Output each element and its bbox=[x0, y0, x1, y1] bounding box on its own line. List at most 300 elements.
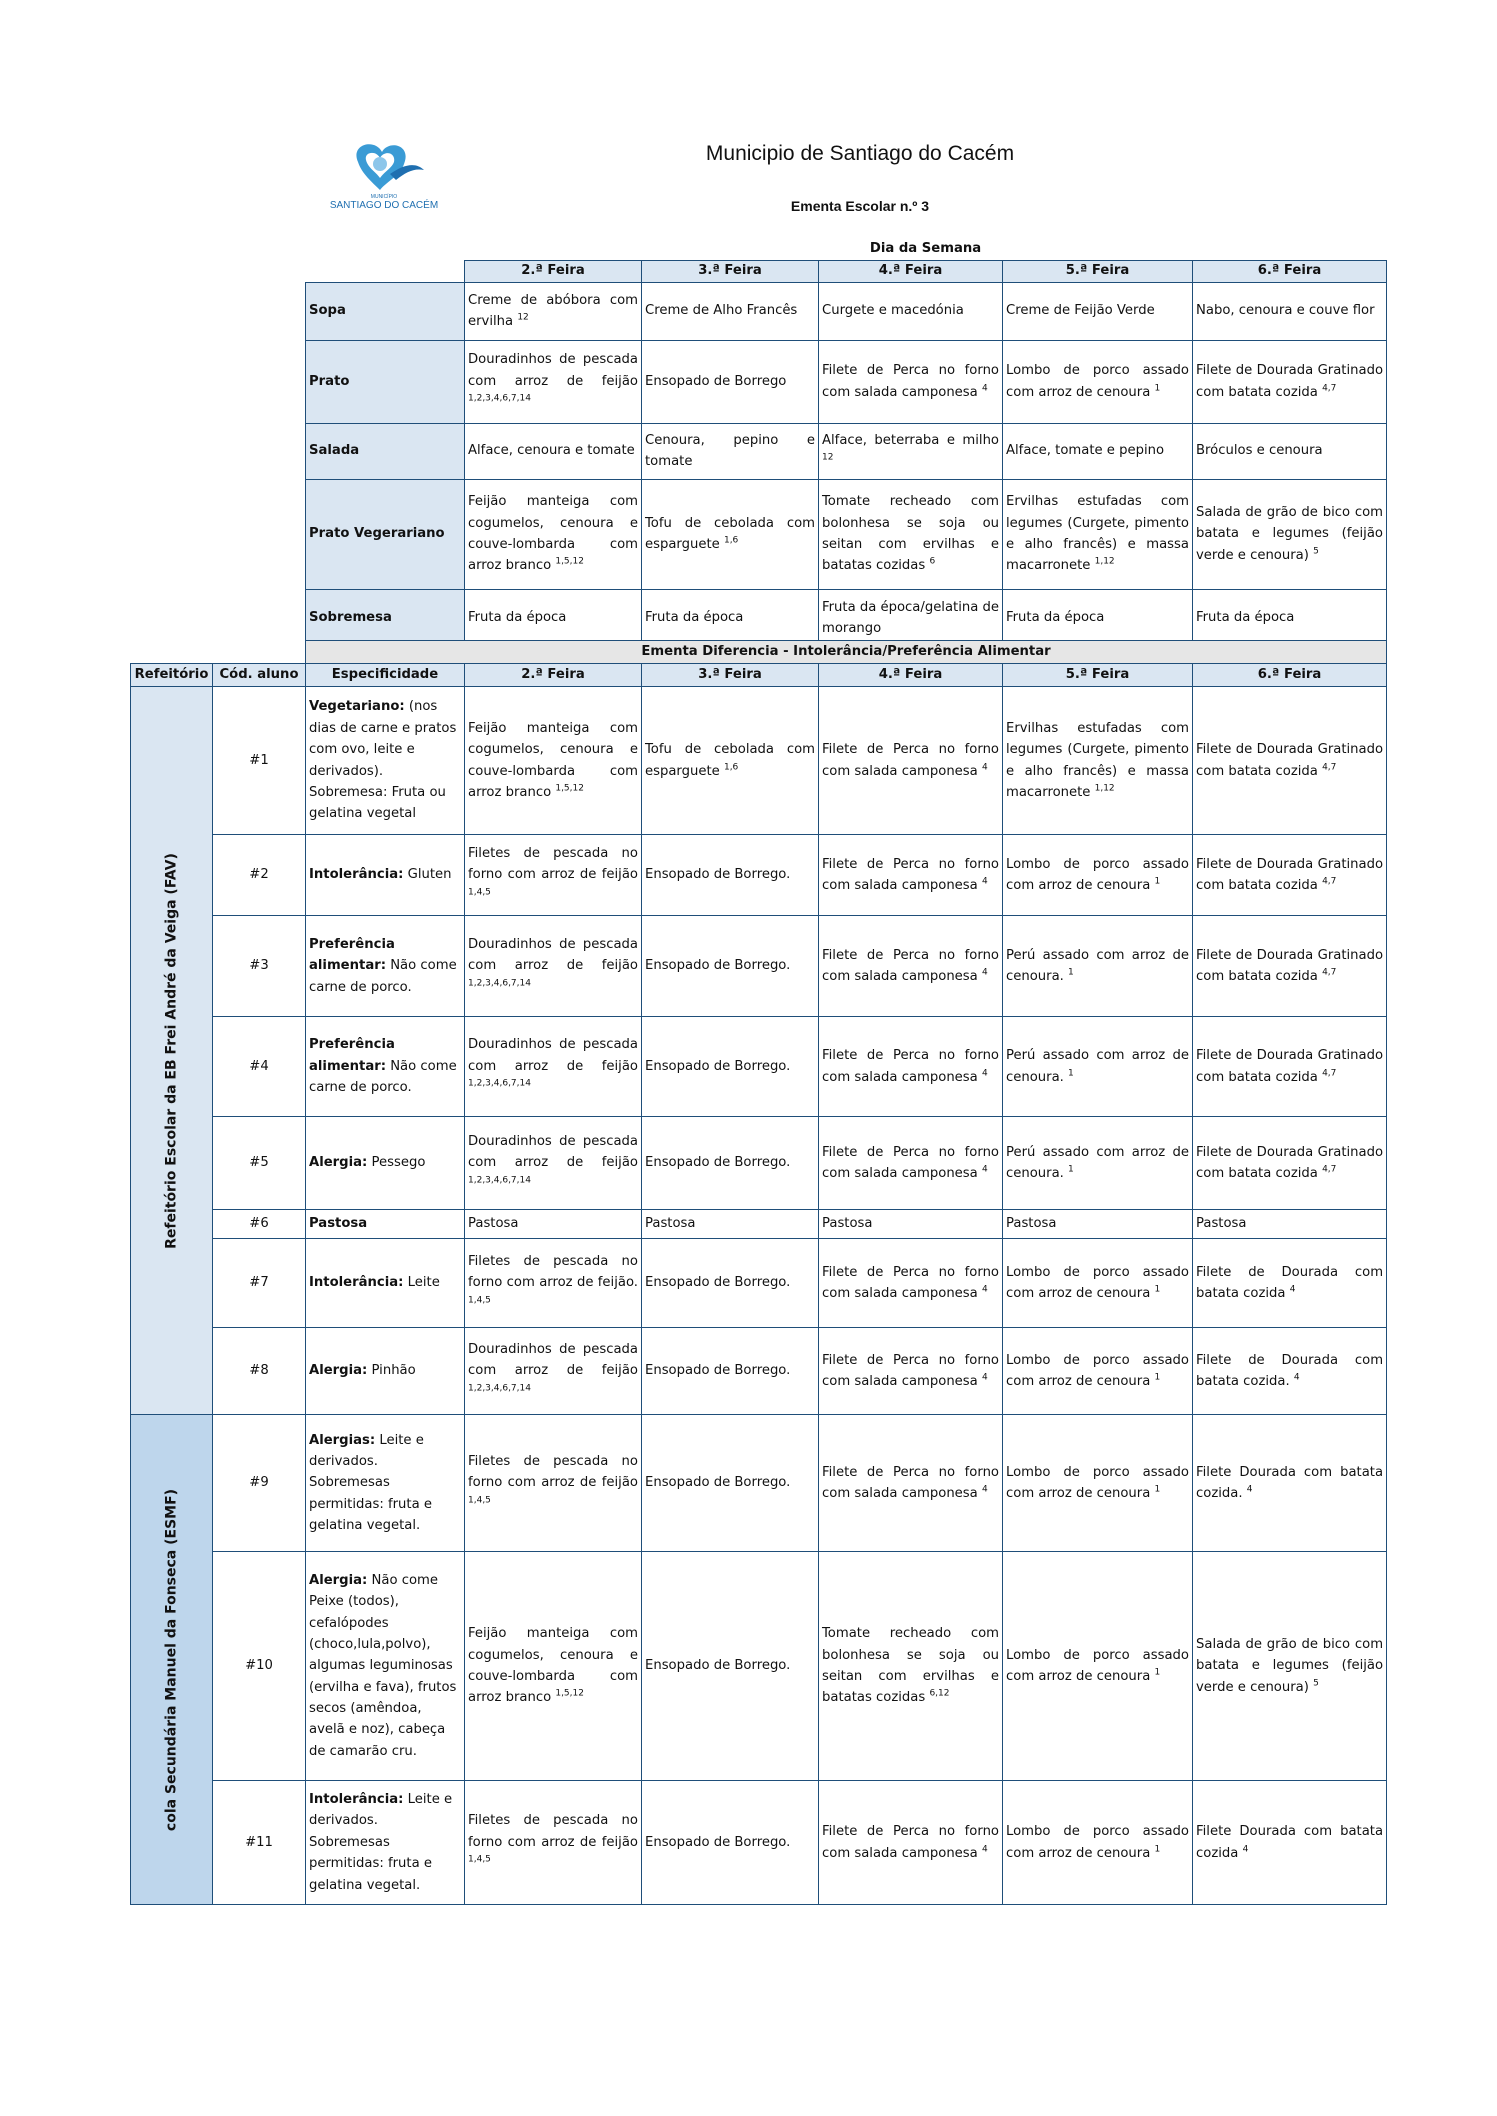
specificity-type: Alergias: bbox=[309, 1432, 376, 1448]
menu-cell bbox=[1003, 1328, 1193, 1415]
allergen-codes: 4 bbox=[1289, 1284, 1296, 1295]
school-name: cola Secundária Manuel da Fonseca (ESMF) bbox=[163, 1488, 180, 1831]
menu-cell bbox=[642, 1210, 819, 1239]
menu-cell bbox=[819, 589, 1003, 647]
menu-cell bbox=[465, 1415, 642, 1552]
allergen-codes: 1,5,12 bbox=[555, 783, 584, 794]
dish-text: Feijão manteiga com cogumelos, cenoura e couve-lombarda com arroz branco bbox=[468, 494, 638, 574]
menu-cell bbox=[1003, 835, 1193, 916]
student-specificity bbox=[306, 1210, 465, 1239]
dish-text: Filete de Perca no forno com salada camponesa bbox=[822, 1264, 999, 1301]
weekly-menu-table bbox=[305, 238, 1387, 648]
specificity-type: Pastosa bbox=[309, 1216, 368, 1232]
menu-cell bbox=[642, 1328, 819, 1415]
menu-cell bbox=[1193, 835, 1387, 916]
dish-text: Bróculos e cenoura bbox=[1196, 443, 1323, 459]
student-row bbox=[131, 1415, 1387, 1552]
menu-cell bbox=[1193, 423, 1387, 479]
municipality-logo bbox=[320, 134, 470, 214]
student-code: #11 bbox=[213, 1781, 306, 1905]
menu-cell bbox=[1003, 479, 1193, 589]
menu-row bbox=[306, 282, 1387, 340]
dish-text: Filete Dourada com batata cozida bbox=[1196, 1824, 1384, 1861]
logo-small-text: MUNICÍPIO bbox=[370, 194, 398, 200]
dish-text: Fruta da época/gelatina de morango bbox=[822, 599, 1000, 636]
student-row bbox=[131, 1328, 1387, 1415]
allergen-codes: 4 bbox=[981, 1844, 988, 1855]
dish-text: Filete de Dourada Gratinado com batata cozida bbox=[1196, 742, 1384, 779]
day-header: 4.ª Feira bbox=[819, 664, 1003, 687]
specificity-detail: Não come carne de porco. bbox=[309, 1058, 457, 1096]
student-specificity bbox=[306, 1117, 465, 1210]
dish-text: Filete Dourada com batata cozida. bbox=[1196, 1464, 1384, 1501]
specificity-type: Preferência alimentar: bbox=[309, 936, 395, 974]
menu-cell bbox=[1193, 1017, 1387, 1117]
student-specificity bbox=[306, 1415, 465, 1552]
allergen-codes: 4 bbox=[1293, 1372, 1300, 1383]
menu-cell bbox=[465, 1239, 642, 1328]
allergen-codes: 5 bbox=[1313, 1678, 1319, 1689]
course-label: Sobremesa bbox=[306, 589, 465, 647]
day-header: 5.ª Feira bbox=[1003, 260, 1193, 282]
dish-text: Feijão manteiga com cogumelos, cenoura e couve-lombarda com arroz branco bbox=[468, 1626, 638, 1706]
logo-text: SANTIAGO DO CACÉM bbox=[329, 200, 439, 211]
menu-cell bbox=[819, 687, 1003, 835]
dish-text: Fruta da época bbox=[468, 610, 567, 626]
allergen-codes: 1 bbox=[1068, 967, 1074, 978]
day-header: 5.ª Feira bbox=[1003, 664, 1193, 687]
menu-cell bbox=[819, 282, 1003, 340]
dish-text: Curgete e macedónia bbox=[822, 303, 964, 319]
menu-row bbox=[306, 423, 1387, 479]
dish-text: Perú assado com arroz de cenoura. bbox=[1006, 1048, 1189, 1085]
specificity-detail: Pinhão bbox=[367, 1363, 416, 1379]
allergen-codes: 5 bbox=[1313, 546, 1319, 557]
student-code: #9 bbox=[213, 1415, 306, 1552]
dish-text: Salada de grão de bico com batata e legumes (feijão verde e cenoura) bbox=[1196, 504, 1384, 563]
menu-cell bbox=[1193, 1328, 1387, 1415]
student-specificity bbox=[306, 1328, 465, 1415]
col-student-code: Cód. aluno bbox=[213, 664, 306, 687]
menu-cell bbox=[642, 1552, 819, 1781]
student-row bbox=[131, 1210, 1387, 1239]
dish-text: Perú assado com arroz de cenoura. bbox=[1006, 1144, 1189, 1181]
dish-text: Creme de Feijão Verde bbox=[1006, 303, 1155, 319]
dish-text: Ervilhas estufadas com legumes (Curgete, pimento e alho francês) e massa macarronete bbox=[1006, 494, 1189, 574]
menu-cell bbox=[819, 1210, 1003, 1239]
menu-cell bbox=[819, 479, 1003, 589]
day-header: 2.ª Feira bbox=[465, 260, 642, 282]
menu-cell bbox=[642, 282, 819, 340]
menu-cell bbox=[465, 687, 642, 835]
menu-cell bbox=[465, 1117, 642, 1210]
allergen-codes: 4,7 bbox=[1322, 762, 1337, 773]
dish-text: Douradinhos de pescada com arroz de feijão bbox=[468, 1133, 638, 1171]
dish-text: Lombo de porco assado com arroz de cenoura bbox=[1006, 1464, 1189, 1501]
student-code: #4 bbox=[213, 1017, 306, 1117]
menu-cell bbox=[1003, 1415, 1193, 1552]
dish-text: Creme de abóbora com ervilha bbox=[468, 292, 638, 329]
dish-text: Douradinhos de pescada com arroz de feijão bbox=[468, 1037, 638, 1074]
student-row bbox=[131, 687, 1387, 835]
menu-cell bbox=[642, 1415, 819, 1552]
specificity-detail: Pessego bbox=[367, 1155, 426, 1171]
dish-text: Douradinhos de pescada com arroz de feijão bbox=[468, 936, 638, 974]
menu-cell bbox=[1193, 916, 1387, 1017]
menu-cell bbox=[642, 916, 819, 1017]
menu-cell bbox=[1003, 1552, 1193, 1781]
menu-cell bbox=[465, 1552, 642, 1781]
allergen-codes: 4 bbox=[981, 1284, 988, 1295]
student-row bbox=[131, 1117, 1387, 1210]
differentiated-menu-table bbox=[130, 640, 1387, 1905]
allergen-codes: 1 bbox=[1154, 1284, 1161, 1295]
menu-cell bbox=[465, 1781, 642, 1905]
menu-cell bbox=[819, 1117, 1003, 1210]
menu-cell bbox=[1003, 916, 1193, 1017]
student-row bbox=[131, 835, 1387, 916]
menu-cell bbox=[642, 835, 819, 916]
student-specificity bbox=[306, 835, 465, 916]
dish-text: Lombo de porco assado com arroz de cenoura bbox=[1006, 1647, 1189, 1684]
specificity-detail: Leite e derivados. Sobremesas permitidas: fruta e gelatina vegetal. bbox=[309, 1432, 432, 1534]
menu-cell bbox=[819, 1239, 1003, 1328]
menu-cell bbox=[465, 589, 642, 647]
student-specificity bbox=[306, 1239, 465, 1328]
dish-text: Lombo de porco assado com arroz de cenoura bbox=[1006, 363, 1189, 400]
allergen-codes: 12 bbox=[822, 452, 834, 463]
day-header: 6.ª Feira bbox=[1193, 664, 1387, 687]
dish-text: Cenoura, pepino e tomate bbox=[645, 432, 815, 469]
allergen-codes: 1,5,12 bbox=[555, 1688, 584, 1699]
allergen-codes: 1,6 bbox=[723, 762, 739, 773]
dish-text: Filete de Dourada Gratinado com batata cozida bbox=[1196, 1144, 1384, 1181]
dish-text: Alface, beterraba e milho bbox=[822, 432, 999, 448]
menu-cell bbox=[1003, 687, 1193, 835]
allergen-codes: 6,12 bbox=[929, 1688, 950, 1699]
student-specificity bbox=[306, 1781, 465, 1905]
student-code: #3 bbox=[213, 916, 306, 1017]
dish-text: Douradinhos de pescada com arroz de feijão bbox=[468, 1341, 638, 1379]
dish-text: Filete de Perca no forno com salada camponesa bbox=[822, 1824, 999, 1861]
menu-cell bbox=[642, 423, 819, 479]
menu-cell bbox=[819, 1552, 1003, 1781]
course-label: Prato bbox=[306, 340, 465, 423]
menu-cell bbox=[819, 835, 1003, 916]
student-code: #2 bbox=[213, 835, 306, 916]
specificity-detail: Não come carne de porco. bbox=[309, 958, 457, 995]
allergen-codes: 1 bbox=[1154, 1844, 1161, 1855]
allergen-codes: 1,2,3,4,6,7,14 bbox=[468, 1383, 531, 1394]
allergen-codes: 1,2,3,4,6,7,14 bbox=[468, 393, 531, 404]
student-row bbox=[131, 1552, 1387, 1781]
dish-text: Filete de Perca no forno com salada camponesa bbox=[822, 856, 999, 893]
menu-cell bbox=[465, 1210, 642, 1239]
menu-row bbox=[306, 479, 1387, 589]
day-header: 4.ª Feira bbox=[819, 260, 1003, 282]
dish-text: Lombo de porco assado com arroz de cenoura bbox=[1006, 1264, 1189, 1301]
allergen-codes: 1 bbox=[1154, 383, 1161, 394]
specificity-type: Intolerância: bbox=[309, 867, 404, 883]
dish-text: Fruta da época bbox=[1006, 610, 1105, 626]
school-cafeteria-label bbox=[131, 687, 213, 1415]
menu-cell bbox=[1003, 1239, 1193, 1328]
dish-text: Pastosa bbox=[822, 1216, 873, 1232]
dish-text: Ensopado de Borrego. bbox=[645, 1058, 791, 1074]
dish-text: Filete de Perca no forno com salada camponesa bbox=[822, 363, 999, 400]
allergen-codes: 12 bbox=[517, 312, 529, 323]
dish-text: Tofu de cebolada com esparguete bbox=[645, 515, 815, 552]
menu-cell bbox=[1193, 687, 1387, 835]
day-header: 2.ª Feira bbox=[465, 664, 642, 687]
menu-cell bbox=[465, 282, 642, 340]
student-row bbox=[131, 1781, 1387, 1905]
specificity-detail: Não come Peixe (todos), cefalópodes (choco,lula,polvo), algumas leguminosas (ervilha e fava), frutos secos (amêndoa, avelã e noz), cabeça de camarão cru. bbox=[309, 1572, 457, 1759]
dish-text: Ensopado de Borrego. bbox=[645, 1275, 791, 1291]
allergen-codes: 1 bbox=[1154, 1484, 1161, 1495]
menu-cell bbox=[1003, 1017, 1193, 1117]
menu-cell bbox=[465, 423, 642, 479]
dish-text: Filete de Dourada com batata cozida. bbox=[1196, 1352, 1384, 1389]
student-code: #5 bbox=[213, 1117, 306, 1210]
menu-cell bbox=[1193, 1117, 1387, 1210]
menu-cell bbox=[1193, 1239, 1387, 1328]
menu-cell bbox=[1003, 589, 1193, 647]
specificity-type: Preferência alimentar: bbox=[309, 1037, 395, 1074]
allergen-codes: 1,6 bbox=[723, 535, 739, 546]
student-specificity bbox=[306, 916, 465, 1017]
menu-cell bbox=[819, 340, 1003, 423]
specificity-detail: Leite e derivados. Sobremesas permitidas: fruta e gelatina vegetal. bbox=[309, 1792, 453, 1893]
dish-text: Perú assado com arroz de cenoura. bbox=[1006, 947, 1189, 984]
menu-cell bbox=[819, 423, 1003, 479]
course-label: Salada bbox=[306, 423, 465, 479]
menu-cell bbox=[1193, 589, 1387, 647]
student-code: #8 bbox=[213, 1328, 306, 1415]
course-label: Sopa bbox=[306, 282, 465, 340]
dish-text: Pastosa bbox=[1196, 1216, 1247, 1232]
menu-cell bbox=[1193, 479, 1387, 589]
menu-cell bbox=[1193, 1781, 1387, 1905]
menu-cell bbox=[1193, 1415, 1387, 1552]
dish-text: Fruta da época bbox=[645, 610, 744, 626]
dish-text: Filetes de pescada no forno com arroz de feijão bbox=[468, 1453, 638, 1491]
dish-text: Ensopado de Borrego bbox=[645, 373, 787, 389]
allergen-codes: 1,12 bbox=[1094, 783, 1115, 794]
specificity-type: Vegetariano: bbox=[309, 699, 405, 715]
day-header: 3.ª Feira bbox=[642, 664, 819, 687]
dish-text: Tomate recheado com bolonhesa se soja ou seitan com ervilhas e batatas cozidas bbox=[822, 494, 999, 574]
allergen-codes: 4 bbox=[981, 1164, 988, 1175]
allergen-codes: 1 bbox=[1068, 1164, 1074, 1175]
menu-cell bbox=[642, 340, 819, 423]
student-row bbox=[131, 1017, 1387, 1117]
course-label: Prato Vegerariano bbox=[306, 479, 465, 589]
student-specificity bbox=[306, 1552, 465, 1781]
menu-cell bbox=[642, 1781, 819, 1905]
allergen-codes: 1,2,3,4,6,7,14 bbox=[468, 1078, 531, 1089]
dish-text: Filete de Perca no forno com salada camponesa bbox=[822, 1048, 999, 1085]
day-header: 3.ª Feira bbox=[642, 260, 819, 282]
menu-cell bbox=[819, 916, 1003, 1017]
menu-cell bbox=[642, 479, 819, 589]
dish-text: Feijão manteiga com cogumelos, cenoura e couve-lombarda com arroz branco bbox=[468, 720, 638, 800]
dish-text: Filete de Perca no forno com salada camponesa bbox=[822, 1352, 999, 1389]
allergen-codes: 1,4,5 bbox=[468, 887, 491, 898]
allergen-codes: 1 bbox=[1068, 1068, 1074, 1079]
dish-text: Alface, tomate e pepino bbox=[1006, 443, 1165, 459]
student-specificity bbox=[306, 1017, 465, 1117]
allergen-codes: 1,5,12 bbox=[555, 556, 584, 567]
menu-cell bbox=[465, 1017, 642, 1117]
dish-text: Salada de grão de bico com batata e legumes (feijão verde e cenoura) bbox=[1196, 1636, 1384, 1695]
specificity-detail: Leite bbox=[403, 1275, 440, 1291]
dish-text: Creme de Alho Francês bbox=[645, 303, 798, 319]
menu-cell bbox=[642, 1117, 819, 1210]
dish-text: Filetes de pescada no forno com arroz de feijão bbox=[468, 1813, 638, 1850]
dish-text: Filete de Perca no forno com salada camponesa bbox=[822, 1144, 999, 1181]
specificity-type: Intolerância: bbox=[309, 1275, 404, 1291]
student-code: #1 bbox=[213, 687, 306, 835]
dish-text: Filetes de pescada no forno com arroz de feijão. bbox=[468, 1253, 638, 1291]
allergen-codes: 1,4,5 bbox=[468, 1854, 491, 1865]
menu-cell bbox=[465, 1328, 642, 1415]
menu-row bbox=[306, 589, 1387, 647]
menu-cell bbox=[819, 1781, 1003, 1905]
specificity-type: Alergia: bbox=[309, 1572, 368, 1588]
dish-text: Filete de Dourada Gratinado com batata cozida bbox=[1196, 363, 1384, 400]
allergen-codes: 1,2,3,4,6,7,14 bbox=[468, 978, 531, 989]
school-cafeteria-label bbox=[131, 1415, 213, 1905]
menu-cell bbox=[819, 1328, 1003, 1415]
student-specificity bbox=[306, 687, 465, 835]
allergen-codes: 4,7 bbox=[1322, 383, 1337, 394]
specificity-detail: Gluten bbox=[403, 867, 452, 883]
allergen-codes: 4 bbox=[981, 1068, 988, 1079]
menu-cell bbox=[1003, 1117, 1193, 1210]
allergen-codes: 1 bbox=[1154, 876, 1161, 887]
menu-cell bbox=[1003, 1781, 1193, 1905]
dish-text: Lombo de porco assado com arroz de cenoura bbox=[1006, 1824, 1189, 1861]
allergen-codes: 4,7 bbox=[1322, 876, 1337, 887]
allergen-codes: 1 bbox=[1154, 1667, 1161, 1678]
allergen-codes: 4 bbox=[981, 383, 988, 394]
dish-text: Pastosa bbox=[468, 1216, 519, 1232]
allergen-codes: 6 bbox=[929, 556, 936, 567]
specificity-type: Alergia: bbox=[309, 1363, 368, 1379]
dish-text: Filete de Perca no forno com salada camponesa bbox=[822, 1464, 999, 1501]
allergen-codes: 4 bbox=[981, 762, 988, 773]
menu-cell bbox=[642, 1239, 819, 1328]
menu-cell bbox=[1003, 423, 1193, 479]
allergen-codes: 4 bbox=[981, 1484, 988, 1495]
specificity-type: Alergia: bbox=[309, 1155, 368, 1171]
menu-cell bbox=[465, 835, 642, 916]
student-row bbox=[131, 916, 1387, 1017]
dish-text: Filete de Perca no forno com salada camponesa bbox=[822, 742, 999, 779]
dish-text: Ensopado de Borrego. bbox=[645, 1658, 791, 1674]
dish-text: Ervilhas estufadas com legumes (Curgete, pimento e alho francês) e massa macarronete bbox=[1006, 720, 1189, 800]
allergen-codes: 4,7 bbox=[1322, 1068, 1337, 1079]
col-specificity: Especificidade bbox=[306, 664, 465, 687]
dish-text: Fruta da época bbox=[1196, 610, 1295, 626]
menu-cell bbox=[465, 340, 642, 423]
school-name: Refeitório Escolar da EB Frei André da Veiga (FAV) bbox=[163, 852, 180, 1249]
menu-cell bbox=[1193, 340, 1387, 423]
specificity-type: Intolerância: bbox=[309, 1792, 404, 1808]
allergen-codes: 4 bbox=[981, 876, 988, 887]
menu-cell bbox=[642, 589, 819, 647]
allergen-codes: 1 bbox=[1154, 1372, 1161, 1383]
dish-text: Pastosa bbox=[645, 1216, 696, 1232]
dish-text: Ensopado de Borrego. bbox=[645, 867, 791, 883]
menu-row bbox=[306, 340, 1387, 423]
dish-text: Lombo de porco assado com arroz de cenoura bbox=[1006, 1352, 1189, 1389]
menu-cell bbox=[1193, 1552, 1387, 1781]
menu-cell bbox=[819, 1017, 1003, 1117]
menu-cell bbox=[1003, 1210, 1193, 1239]
dish-text: Filete de Dourada Gratinado com batata cozida bbox=[1196, 856, 1384, 893]
menu-cell bbox=[1193, 1210, 1387, 1239]
allergen-codes: 4 bbox=[981, 1372, 988, 1383]
page-title: Municipio de Santiago do Cacém bbox=[705, 142, 1015, 165]
allergen-codes: 4,7 bbox=[1322, 1164, 1337, 1175]
dish-text: Filete de Dourada com batata cozida bbox=[1196, 1264, 1384, 1301]
allergen-codes: 1,12 bbox=[1094, 556, 1115, 567]
dish-text: Tomate recheado com bolonhesa se soja ou seitan com ervilhas e batatas cozidas bbox=[822, 1626, 999, 1706]
student-row bbox=[131, 1239, 1387, 1328]
student-code: #10 bbox=[213, 1552, 306, 1781]
menu-cell bbox=[465, 479, 642, 589]
menu-cell bbox=[1003, 282, 1193, 340]
allergen-codes: 1,4,5 bbox=[468, 1495, 491, 1506]
allergen-codes: 1,2,3,4,6,7,14 bbox=[468, 1175, 531, 1186]
allergen-codes: 4 bbox=[981, 967, 988, 978]
dish-text: Ensopado de Borrego. bbox=[645, 1363, 791, 1379]
menu-cell bbox=[819, 1415, 1003, 1552]
dish-text: Filetes de pescada no forno com arroz de feijão bbox=[468, 845, 638, 883]
menu-cell bbox=[1193, 282, 1387, 340]
menu-cell bbox=[642, 687, 819, 835]
allergen-codes: 1,4,5 bbox=[468, 1295, 491, 1306]
dish-text: Lombo de porco assado com arroz de cenoura bbox=[1006, 856, 1189, 893]
allergen-codes: 4,7 bbox=[1322, 967, 1337, 978]
allergen-codes: 4 bbox=[1246, 1484, 1253, 1495]
dish-text: Filete de Dourada Gratinado com batata cozida bbox=[1196, 947, 1384, 984]
dish-text: Douradinhos de pescada com arroz de feijão bbox=[468, 352, 638, 389]
dish-text: Ensopado de Borrego. bbox=[645, 1155, 791, 1171]
specificity-detail: (nos dias de carne e pratos com ovo, leite e derivados). Sobremesa: Fruta ou gelatina vegetal bbox=[309, 699, 457, 822]
day-of-week-caption: Dia da Semana bbox=[869, 241, 982, 257]
dish-text: Nabo, cenoura e couve flor bbox=[1196, 303, 1375, 319]
dish-text: Ensopado de Borrego. bbox=[645, 958, 791, 974]
student-code: #7 bbox=[213, 1239, 306, 1328]
dish-text: Filete de Perca no forno com salada camponesa bbox=[822, 947, 999, 984]
menu-cell bbox=[642, 1017, 819, 1117]
menu-cell bbox=[1003, 340, 1193, 423]
dish-text: Ensopado de Borrego. bbox=[645, 1834, 791, 1850]
menu-cell bbox=[465, 916, 642, 1017]
dish-text: Pastosa bbox=[1006, 1216, 1057, 1232]
day-header: 6.ª Feira bbox=[1193, 260, 1387, 282]
student-code: #6 bbox=[213, 1210, 306, 1239]
col-refeitorio: Refeitório bbox=[131, 664, 213, 687]
dish-text: Tofu de cebolada com esparguete bbox=[645, 742, 815, 779]
allergen-codes: 4 bbox=[1242, 1844, 1249, 1855]
dish-text: Ensopado de Borrego. bbox=[645, 1475, 791, 1491]
dish-text: Filete de Dourada Gratinado com batata cozida bbox=[1196, 1048, 1384, 1085]
dish-text: Alface, cenoura e tomate bbox=[468, 443, 635, 459]
